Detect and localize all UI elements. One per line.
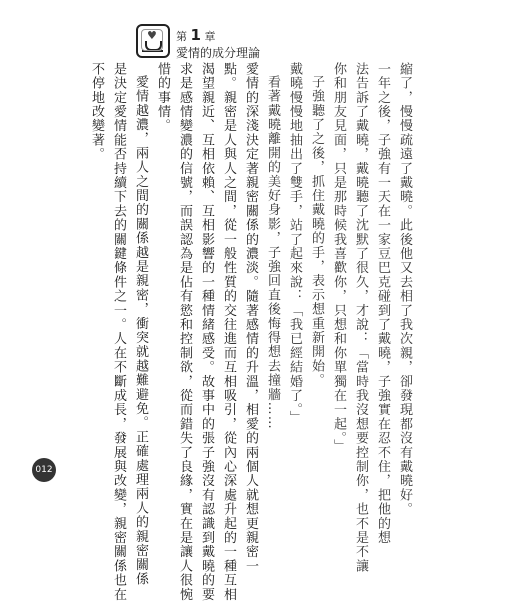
- text-column: 一年之後，子強有一天在一家豆巴克碰到了戴曉，子強實在忍不住，把他的想: [375, 62, 390, 545]
- text-column: 愛情的深淺決定著親密關係的濃淡。隨著感情的升溫，相愛的兩個人就想更親密一: [243, 62, 258, 574]
- text-column: 點。親密是人與人之間，從一般性質的交往進而互相吸引，從內心深處升起的一種互相: [221, 62, 236, 602]
- cup-icon: [145, 41, 162, 51]
- chapter-label: [176, 26, 215, 44]
- chapter-suffix: 章: [204, 30, 216, 43]
- chapter-title: 愛情的成分理論: [176, 46, 261, 60]
- heart-icon: ♥: [147, 29, 157, 42]
- page-number: 012: [32, 458, 56, 482]
- chapter-number: 1: [190, 26, 201, 44]
- text-column: 你和朋友見面，只是那時候我喜歡你，只想和你單獨在一起。」: [331, 62, 346, 454]
- teacup-heart-icon: [136, 24, 170, 58]
- saucer-icon: [142, 50, 163, 52]
- text-column: 看著戴曉離開的美好身影，子強回直後悔得想去撞牆……: [265, 75, 280, 430]
- text-column: 不停地改變著。: [89, 62, 104, 162]
- text-column: 惜的事情。: [155, 62, 170, 133]
- text-column: 縮了，慢慢疏遠了戴曉。此後他又去相了我次親，卻發現都沒有戴曉好。: [397, 62, 412, 517]
- text-column: 愛情越濃，兩人之間的關係越是親密，衝突就越難避免。正確處理兩人的親密關係: [133, 75, 148, 587]
- chapter-header: [136, 24, 276, 66]
- text-column: 渴望親近、互相依賴、互相影響的一種情緒感受。故事中的張子強沒有認識到戴曉的要: [199, 62, 214, 602]
- text-column: 是決定愛情能否持續下去的關鍵條件之一。人在不斷成長，發展與改變，親密關係也在: [111, 62, 126, 602]
- text-column: 子強聽了之後，抓住戴曉的手，表示想重新開始。: [309, 75, 324, 388]
- text-column: 求是感情變濃的信號，而誤認為是佔有慾和控制欲，從而錯失了良緣，實在是讓人很惋: [177, 62, 192, 602]
- chapter-prefix: 第: [176, 30, 187, 43]
- text-column: 戴曉慢慢地抽出了雙手，站了起來說：「我已經結婚了。」: [287, 62, 302, 425]
- text-column: 法告訴了戴曉，戴曉聽了沈默了很久，才說：「當時我沒想要控制你，也不是不讓: [353, 62, 368, 574]
